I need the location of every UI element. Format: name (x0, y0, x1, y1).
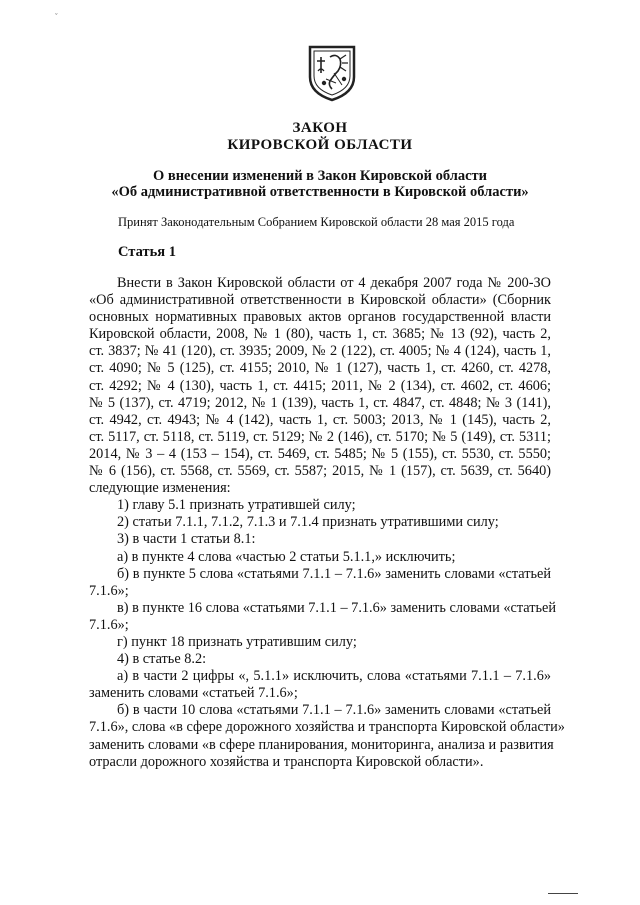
article-text-line: 7.1.6»; (89, 616, 129, 633)
article-text-line: ст. 3837; № 41 (120), ст. 3935; 2009, № 2 (122), ст. 4005; № 4 (124), часть 1, (89, 343, 551, 360)
article-text-line: в) в пункте 16 слова «статьями 7.1.1 – 7.1.6» заменить словами «статьей (117, 599, 556, 616)
article-text-line: 4) в статье 8.2: (117, 651, 207, 668)
region-title: КИРОВСКОЙ ОБЛАСТИ (227, 137, 413, 153)
law-subject-line1: О внесении изменений в Закон Кировской области (152, 168, 488, 184)
article-text-line: Кировской области, 2008, № 1 (80), часть 1, ст. 3685; № 13 (92), часть 2, (89, 326, 551, 343)
article-text-line: «Об административной ответственности в Кировской области» (Сборник (89, 292, 551, 309)
article-text-line: заменить словами «в сфере планирования, мониторинга, анализа и развития (89, 736, 554, 753)
adoption-note: Принят Законодательным Собранием Кировской области 28 мая 2015 года (118, 215, 515, 229)
article-text-line: № 6 (156), ст. 5568, ст. 5569, ст. 5587; 2015, № 1 (157), ст. 5639, ст. 5640) (89, 463, 551, 480)
article-text-line: 7.1.6»; (89, 582, 129, 599)
article-text-line: заменить словами «статьей 7.1.6»; (89, 685, 298, 702)
article-text-line: 2014, № 3 – 4 (153 – 154), ст. 5469, ст. 5485; № 5 (155), ст. 5530, ст. 5550; (89, 445, 551, 462)
article-text-line: 3) в части 1 статьи 8.1: (117, 531, 256, 548)
article-heading: Статья 1 (118, 244, 176, 260)
article-text-line: ст. 4292; № 4 (130), часть 1, ст. 4415; 2011, № 2 (134), ст. 4602, ст. 4606; (89, 377, 551, 394)
article-text-line: основных нормативных правовых актов органов государственной власти (89, 309, 551, 326)
article-text-line: б) в части 10 слова «статьями 7.1.1 – 7.1.6» заменить словами «статьей (117, 702, 551, 719)
article-text-line: г) пункт 18 признать утратившим силу; (117, 633, 357, 650)
article-text-line: ст. 4942, ст. 4943; № 4 (142), часть 1, ст. 5003; 2013, № 1 (145), часть 2, (89, 411, 551, 428)
law-title: ЗАКОН (292, 120, 348, 136)
article-text-line: № 5 (137), ст. 4719; 2012, № 1 (139), часть 1, ст. 4847, ст. 4848; № 3 (141), (89, 394, 551, 411)
footer-mark (548, 893, 578, 894)
article-text-line: а) в пункте 4 слова «частью 2 статьи 5.1.1,» исключить; (117, 548, 456, 565)
article-text-line: 1) главу 5.1 признать утратившей силу; (117, 497, 356, 514)
article-text-line: 2) статьи 7.1.1, 7.1.2, 7.1.3 и 7.1.4 признать утратившими силу; (117, 514, 499, 531)
coat-of-arms-emblem-icon (306, 43, 358, 103)
scan-mark: ˇ (55, 12, 58, 21)
article-text-line: отрасли дорожного хозяйства и транспорта Кировской области». (89, 753, 484, 770)
article-text-line: ст. 5117, ст. 5118, ст. 5119, ст. 5129; № 2 (146), ст. 5170; № 5 (149), ст. 5311; (89, 428, 551, 445)
law-subject-line2: «Об административной ответственности в Кировской области» (111, 184, 529, 200)
article-body (89, 275, 565, 771)
article-text-line: б) в пункте 5 слова «статьями 7.1.1 – 7.1.6» заменить словами «статьей (117, 565, 551, 582)
article-text-line: 7.1.6», слова «в сфере дорожного хозяйства и транспорта Кировской области» (89, 719, 565, 736)
article-text-line: Внести в Закон Кировской области от 4 декабря 2007 года № 200-ЗО (117, 275, 551, 291)
article-text-line: ст. 4090; № 5 (125), ст. 4155; 2010, № 1 (127), часть 1, ст. 4260, ст. 4278, (89, 360, 551, 377)
article-text-line: следующие изменения: (89, 480, 231, 497)
article-text-line: а) в части 2 цифры «, 5.1.1» исключить, слова «статьями 7.1.1 – 7.1.6» (117, 668, 551, 685)
